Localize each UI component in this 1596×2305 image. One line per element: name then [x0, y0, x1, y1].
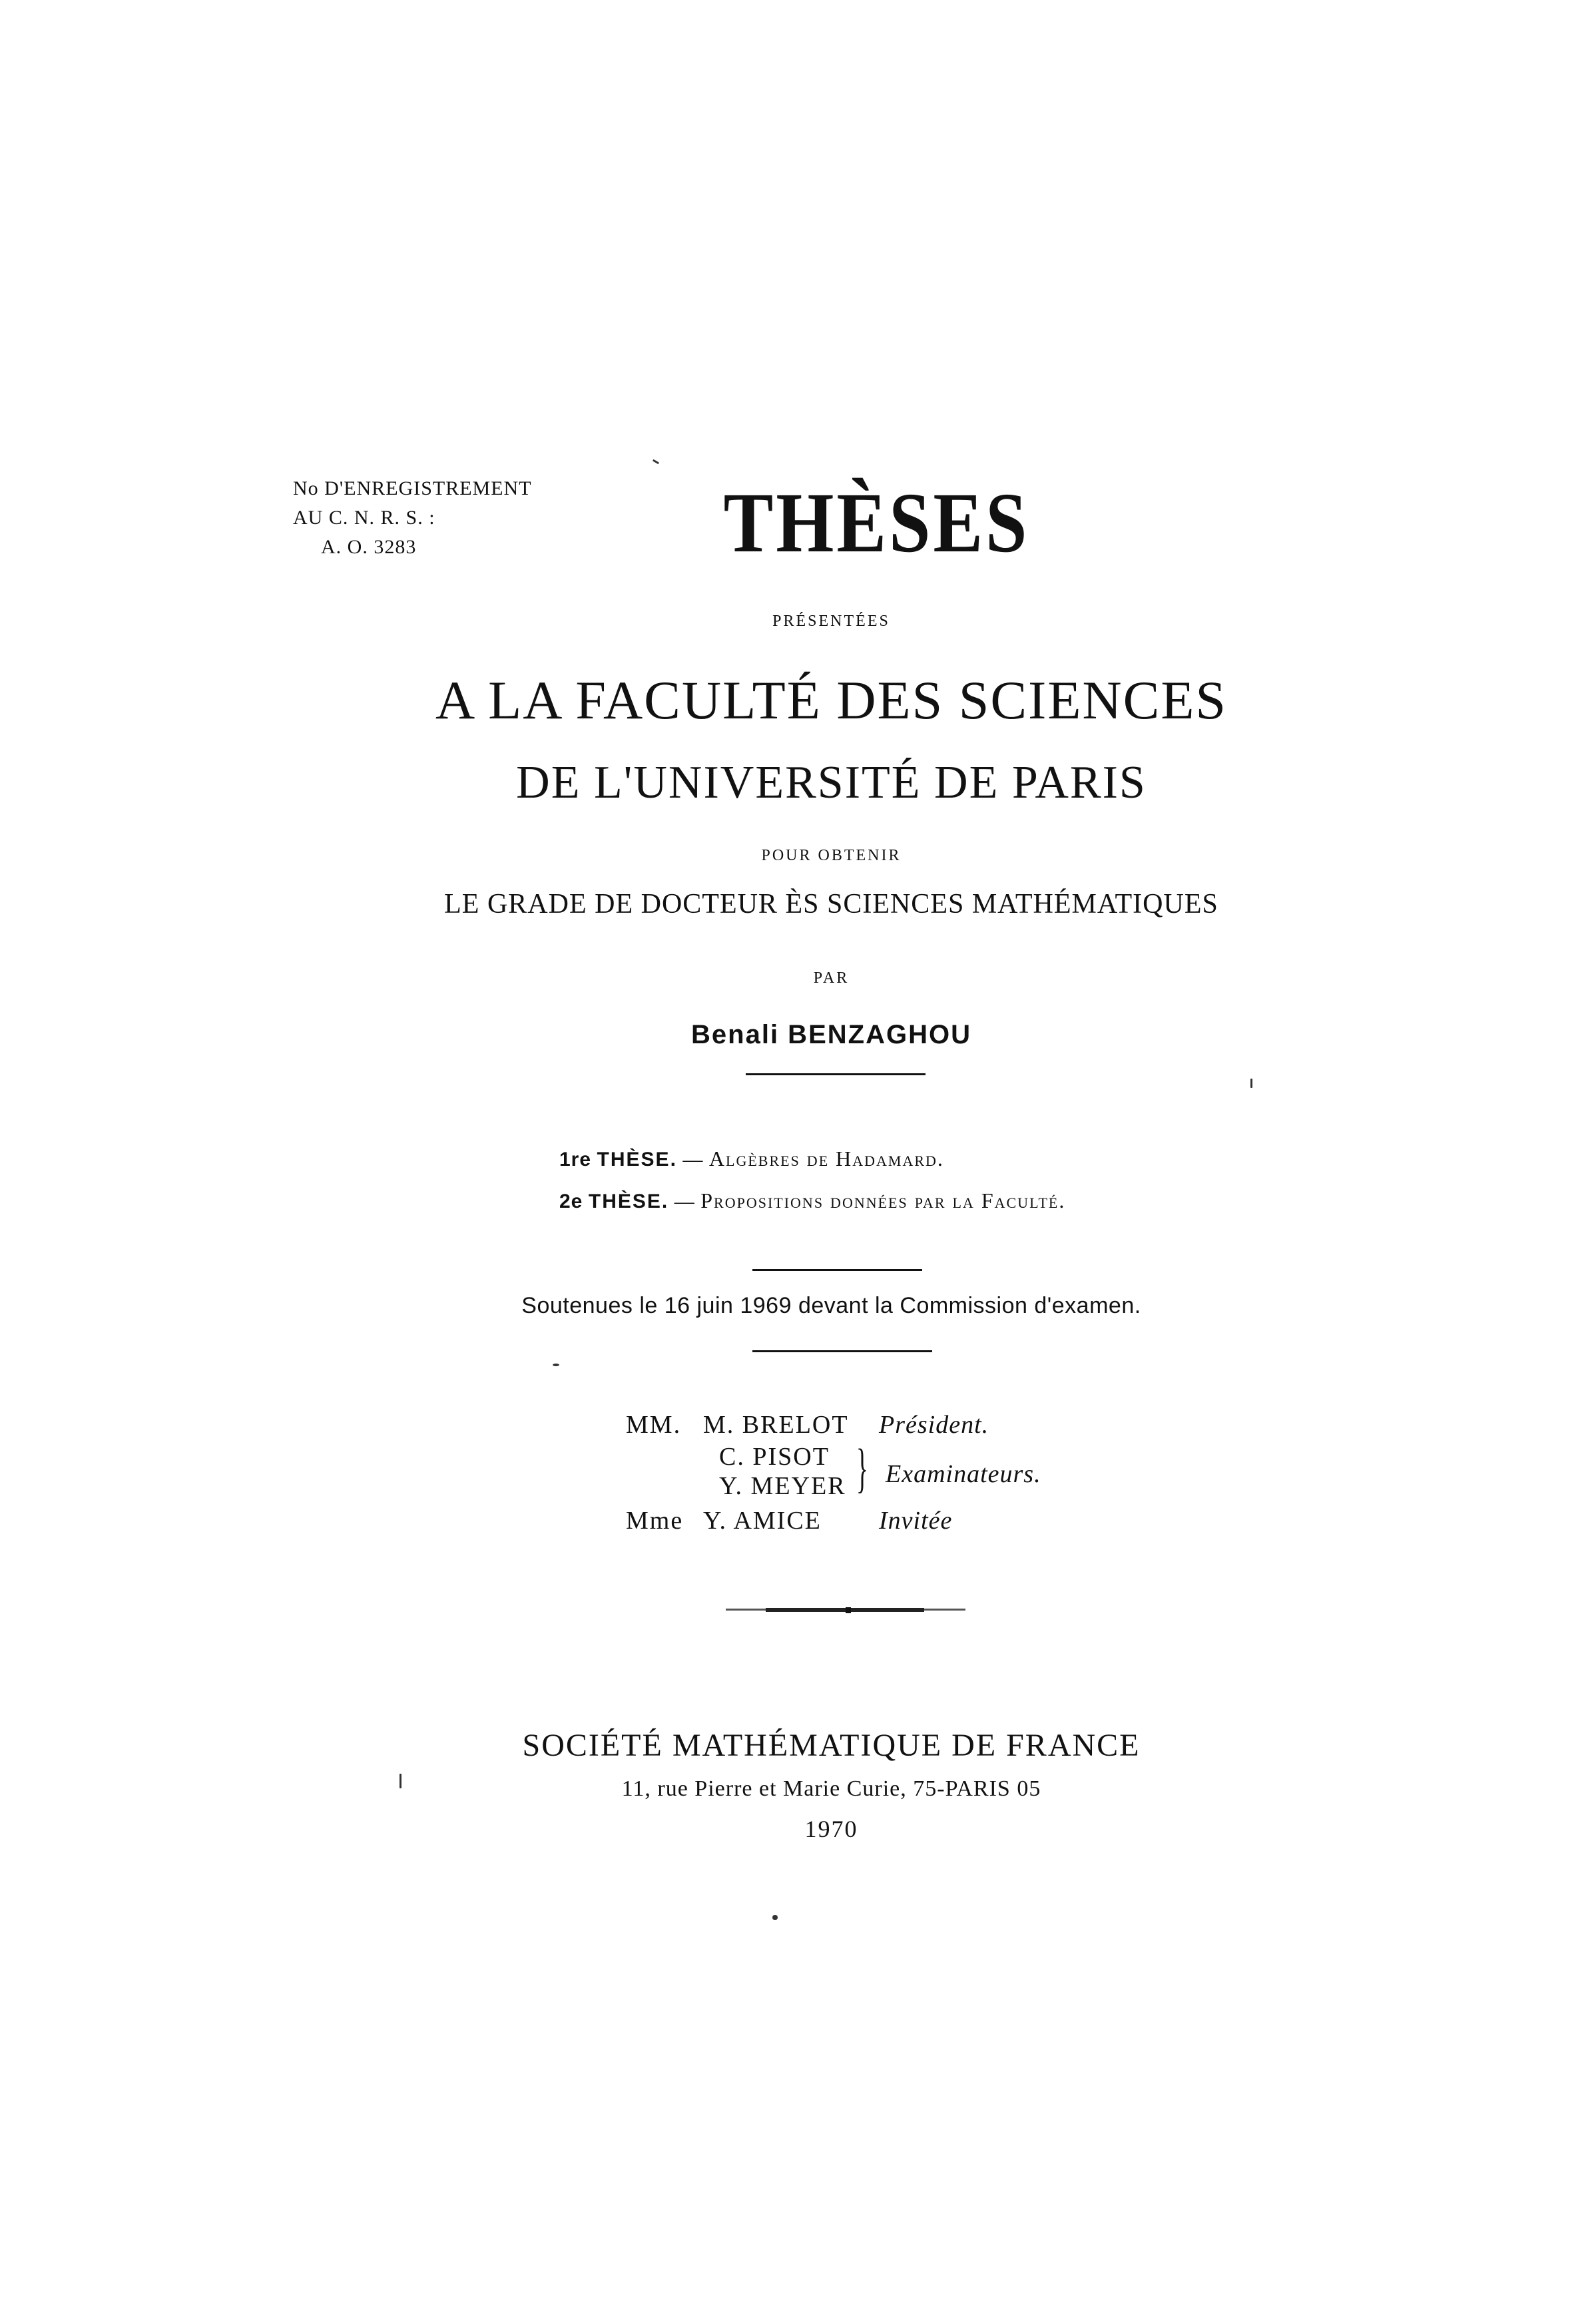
degree-heading: LE GRADE DE DOCTEUR ÈS SCIENCES MATHÉMATIQUES	[444, 889, 1218, 919]
separator-rule	[746, 1073, 926, 1075]
separator-rule	[752, 1269, 922, 1271]
ornament-rule	[726, 1606, 965, 1614]
registration-line-2: AU C. N. R. S. :	[293, 507, 435, 529]
thesis-number: 2e	[559, 1190, 583, 1212]
to-obtain-label: POUR OBTENIR	[761, 847, 902, 864]
thesis-label: THÈSE.	[588, 1190, 669, 1212]
page-title: THÈSES	[723, 475, 1030, 571]
thesis-dash: —	[682, 1149, 704, 1170]
jury-member: Y. MEYER	[719, 1472, 846, 1500]
author-name: Benali BENZAGHOU	[691, 1020, 971, 1049]
scan-speck	[553, 1364, 559, 1366]
thesis-subject: Algèbres de Hadamard.	[708, 1147, 944, 1170]
thesis-label: THÈSE.	[597, 1149, 677, 1170]
thesis-number: 1re	[559, 1149, 592, 1170]
thesis-dash: —	[674, 1190, 695, 1212]
defense-statement: Soutenues le 16 juin 1969 devant la Commission d'examen.	[521, 1293, 1141, 1318]
jury-prefix: MM.	[626, 1411, 682, 1439]
separator-rule	[752, 1350, 932, 1352]
scan-speck	[653, 459, 659, 465]
jury-member: C. PISOT	[719, 1443, 830, 1471]
thesis-item-1	[559, 1147, 944, 1171]
scan-speck	[399, 1774, 401, 1788]
faculty-heading: A LA FACULTÉ DES SCIENCES	[435, 670, 1228, 730]
registration-line-3: A. O. 3283	[321, 536, 417, 558]
thesis-item-2	[559, 1188, 1065, 1213]
jury-member: M. BRELOT	[703, 1411, 849, 1439]
by-label: PAR	[813, 969, 850, 987]
publisher-name: SOCIÉTÉ MATHÉMATIQUE DE FRANCE	[522, 1728, 1141, 1763]
jury-role: Président.	[879, 1411, 989, 1439]
presented-label: PRÉSENTÉES	[772, 613, 890, 630]
jury-prefix: Mme	[626, 1507, 684, 1535]
registration-line-1: No D'ENREGISTREMENT	[293, 477, 532, 499]
publisher-address: 11, rue Pierre et Marie Curie, 75-PARIS 05	[621, 1776, 1041, 1801]
jury-role: Invitée	[879, 1507, 953, 1535]
publication-year: 1970	[804, 1816, 858, 1842]
university-heading: DE L'UNIVERSITÉ DE PARIS	[516, 757, 1147, 808]
scan-speck	[772, 1915, 778, 1920]
scan-speck	[1250, 1079, 1252, 1088]
jury-member: Y. AMICE	[703, 1507, 822, 1535]
jury-role: Examinateurs.	[886, 1460, 1041, 1488]
thesis-subject: Propositions données par la Faculté.	[700, 1188, 1066, 1212]
curly-brace-icon: }	[856, 1437, 869, 1498]
